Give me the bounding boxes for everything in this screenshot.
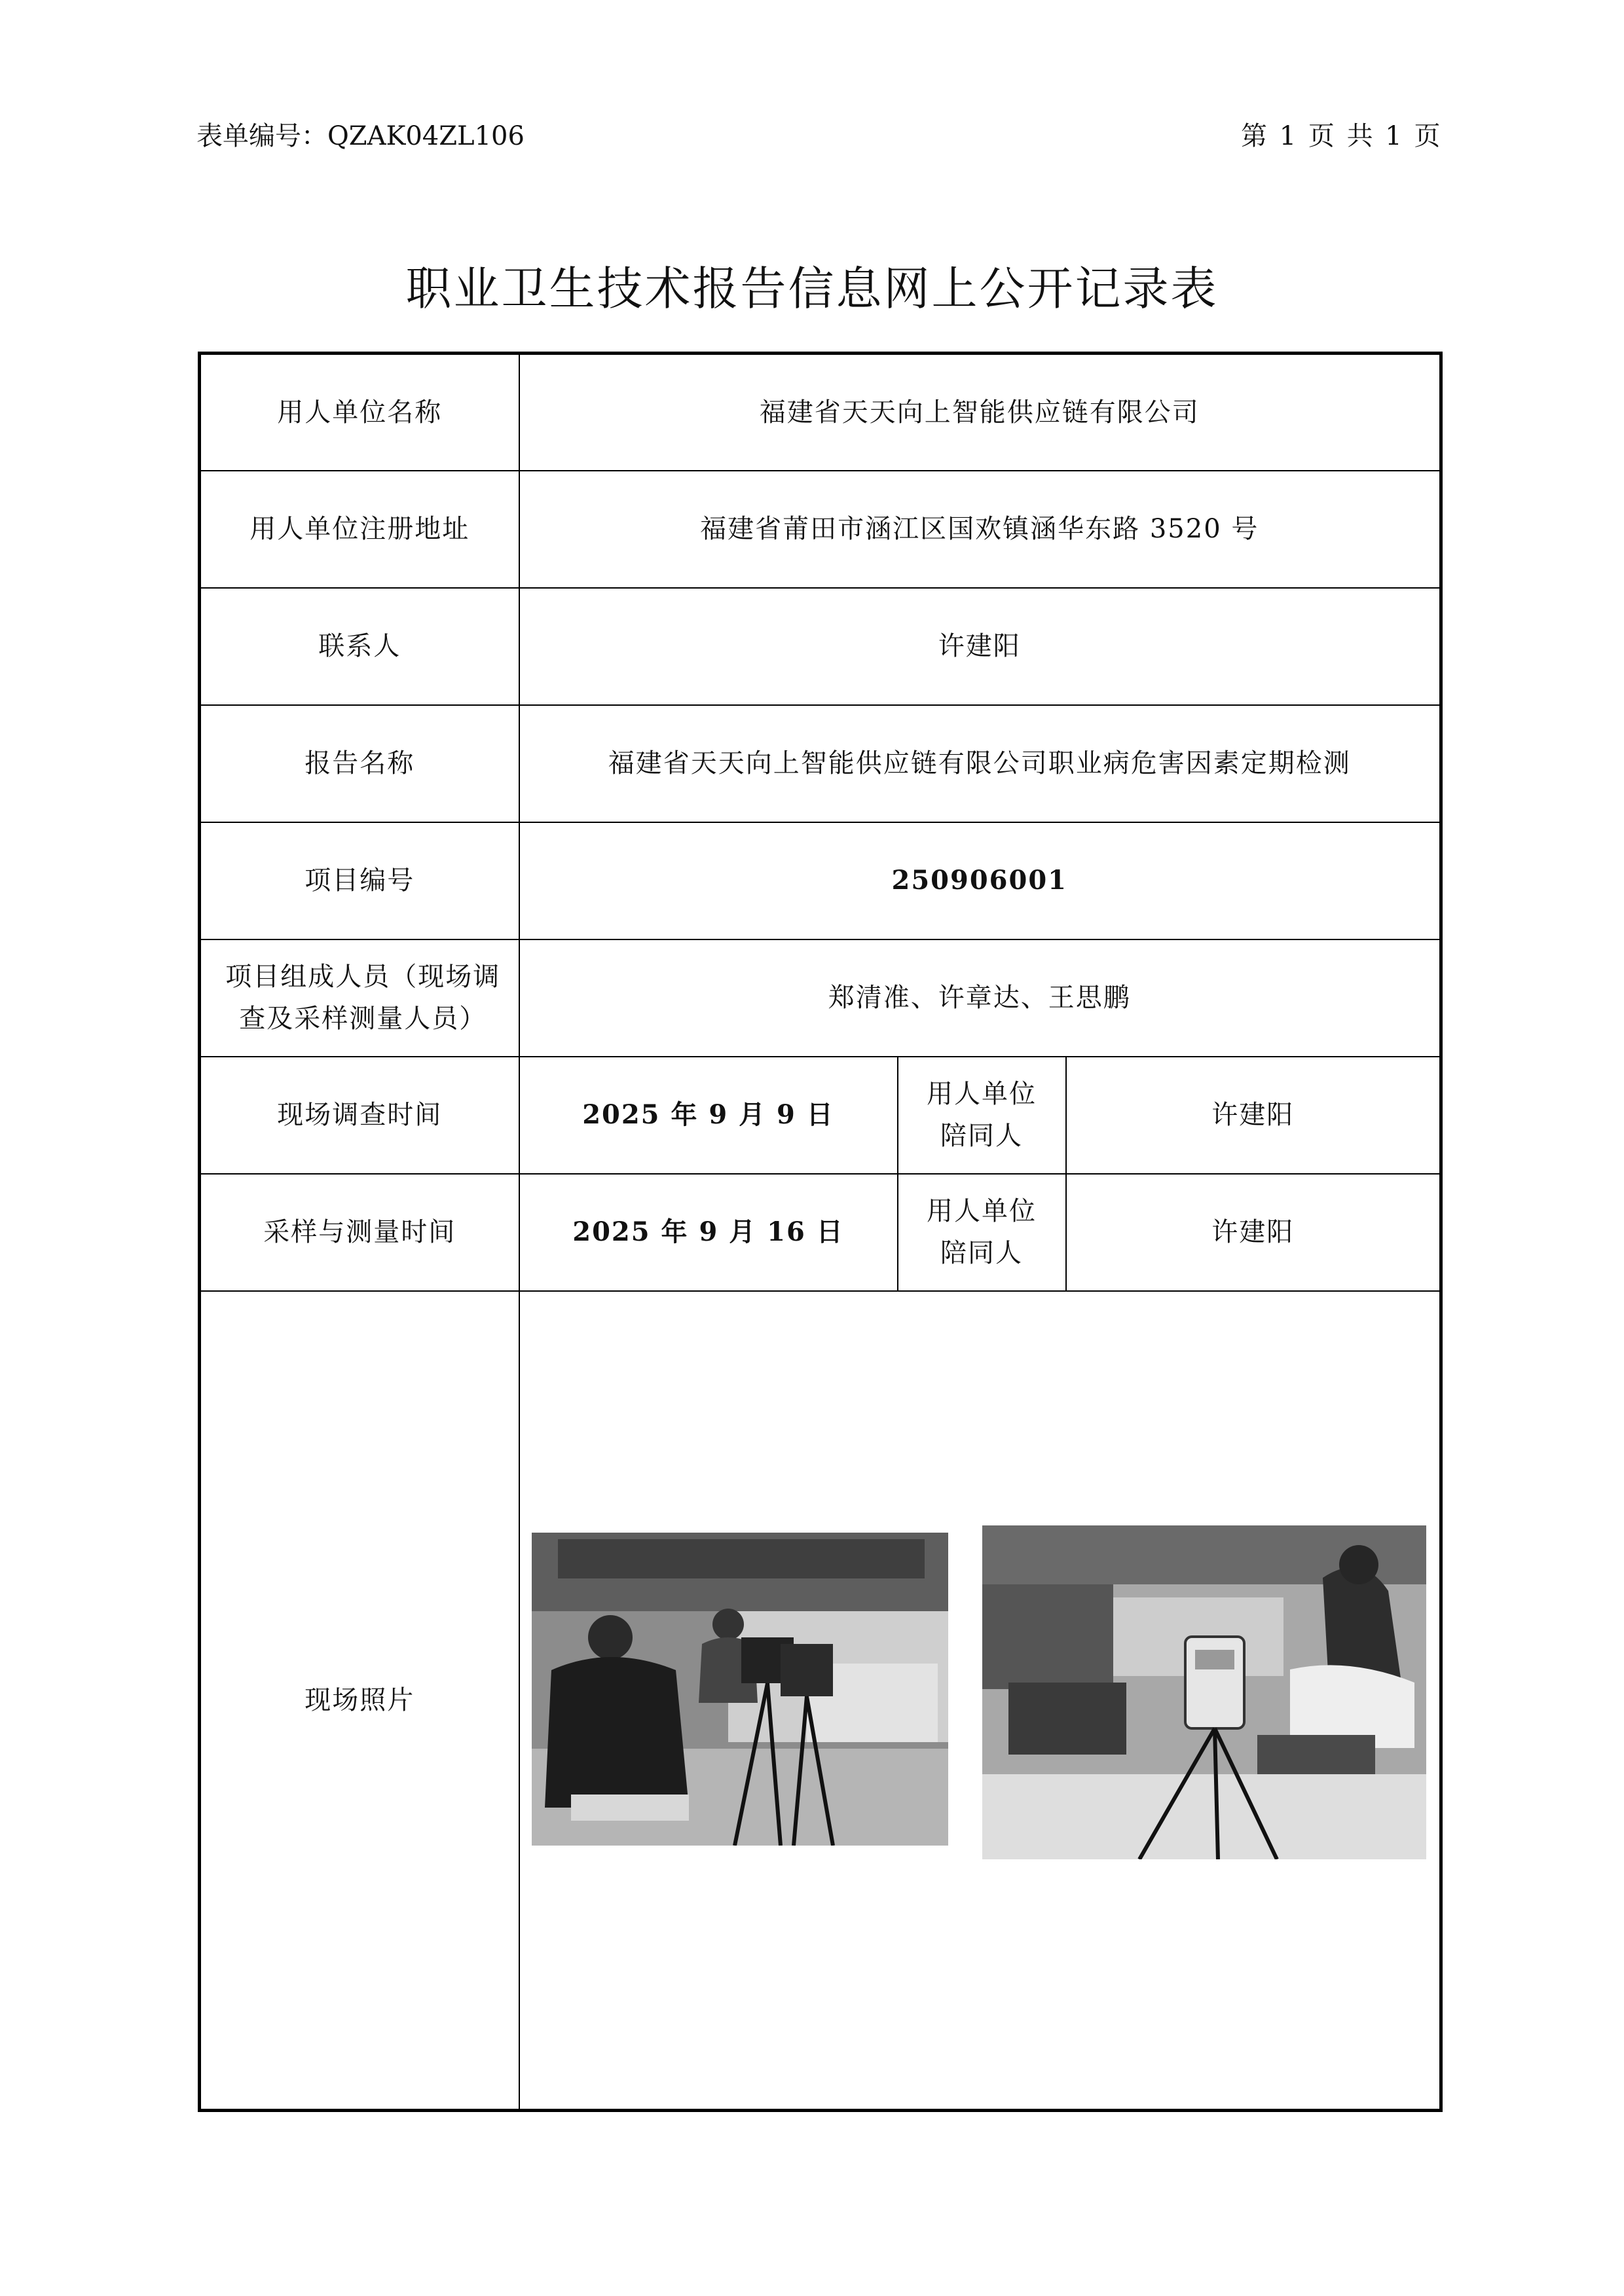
site-photo-1-image [532, 1533, 948, 1846]
members-value: 郑清准、许章达、王思鹏 [519, 939, 1441, 1057]
survey-time-label: 现场调查时间 [200, 1057, 519, 1174]
sampling-date: 2025 年 9 月 16 日 [519, 1174, 898, 1291]
row-report-name [200, 705, 1441, 822]
unit-name-label: 用人单位名称 [200, 354, 519, 471]
photos-cell [519, 1291, 1441, 2111]
site-photo-2-image [982, 1525, 1426, 1859]
photos-label: 现场照片 [200, 1291, 519, 2111]
row-unit-address [200, 471, 1441, 588]
row-unit-name [200, 354, 1441, 471]
row-project-no [200, 822, 1441, 939]
unit-name-value: 福建省天天向上智能供应链有限公司 [519, 354, 1441, 471]
record-table [198, 352, 1443, 2112]
form-number: 表单编号：QZAK04ZL106 [196, 121, 525, 151]
site-photo-2 [982, 1525, 1426, 1859]
row-survey [200, 1057, 1441, 1174]
contact-value: 许建阳 [519, 588, 1441, 705]
survey-companion-label: 用人单位陪同人 [898, 1057, 1066, 1174]
unit-address-label: 用人单位注册地址 [200, 471, 519, 588]
row-contact [200, 588, 1441, 705]
survey-date: 2025 年 9 月 9 日 [519, 1057, 898, 1174]
unit-address-value: 福建省莆田市涵江区国欢镇涵华东路 3520 号 [519, 471, 1441, 588]
report-name-label: 报告名称 [200, 705, 519, 822]
report-name-value: 福建省天天向上智能供应链有限公司职业病危害因素定期检测 [519, 705, 1441, 822]
survey-companion: 许建阳 [1066, 1057, 1441, 1174]
row-members [200, 939, 1441, 1057]
sampling-companion: 许建阳 [1066, 1174, 1441, 1291]
row-sampling [200, 1174, 1441, 1291]
project-no-value: 250906001 [519, 822, 1441, 939]
row-photos [200, 1291, 1441, 2111]
page-title: 职业卫生技术报告信息网上公开记录表 [405, 262, 1219, 316]
project-no-label: 项目编号 [200, 822, 519, 939]
site-photo-1 [532, 1533, 948, 1846]
contact-label: 联系人 [200, 588, 519, 705]
sampling-companion-label: 用人单位陪同人 [898, 1174, 1066, 1291]
page-info: 第 1 页 共 1 页 [1241, 121, 1441, 151]
sampling-time-label: 采样与测量时间 [200, 1174, 519, 1291]
members-label: 项目组成人员（现场调查及采样测量人员） [200, 939, 519, 1057]
